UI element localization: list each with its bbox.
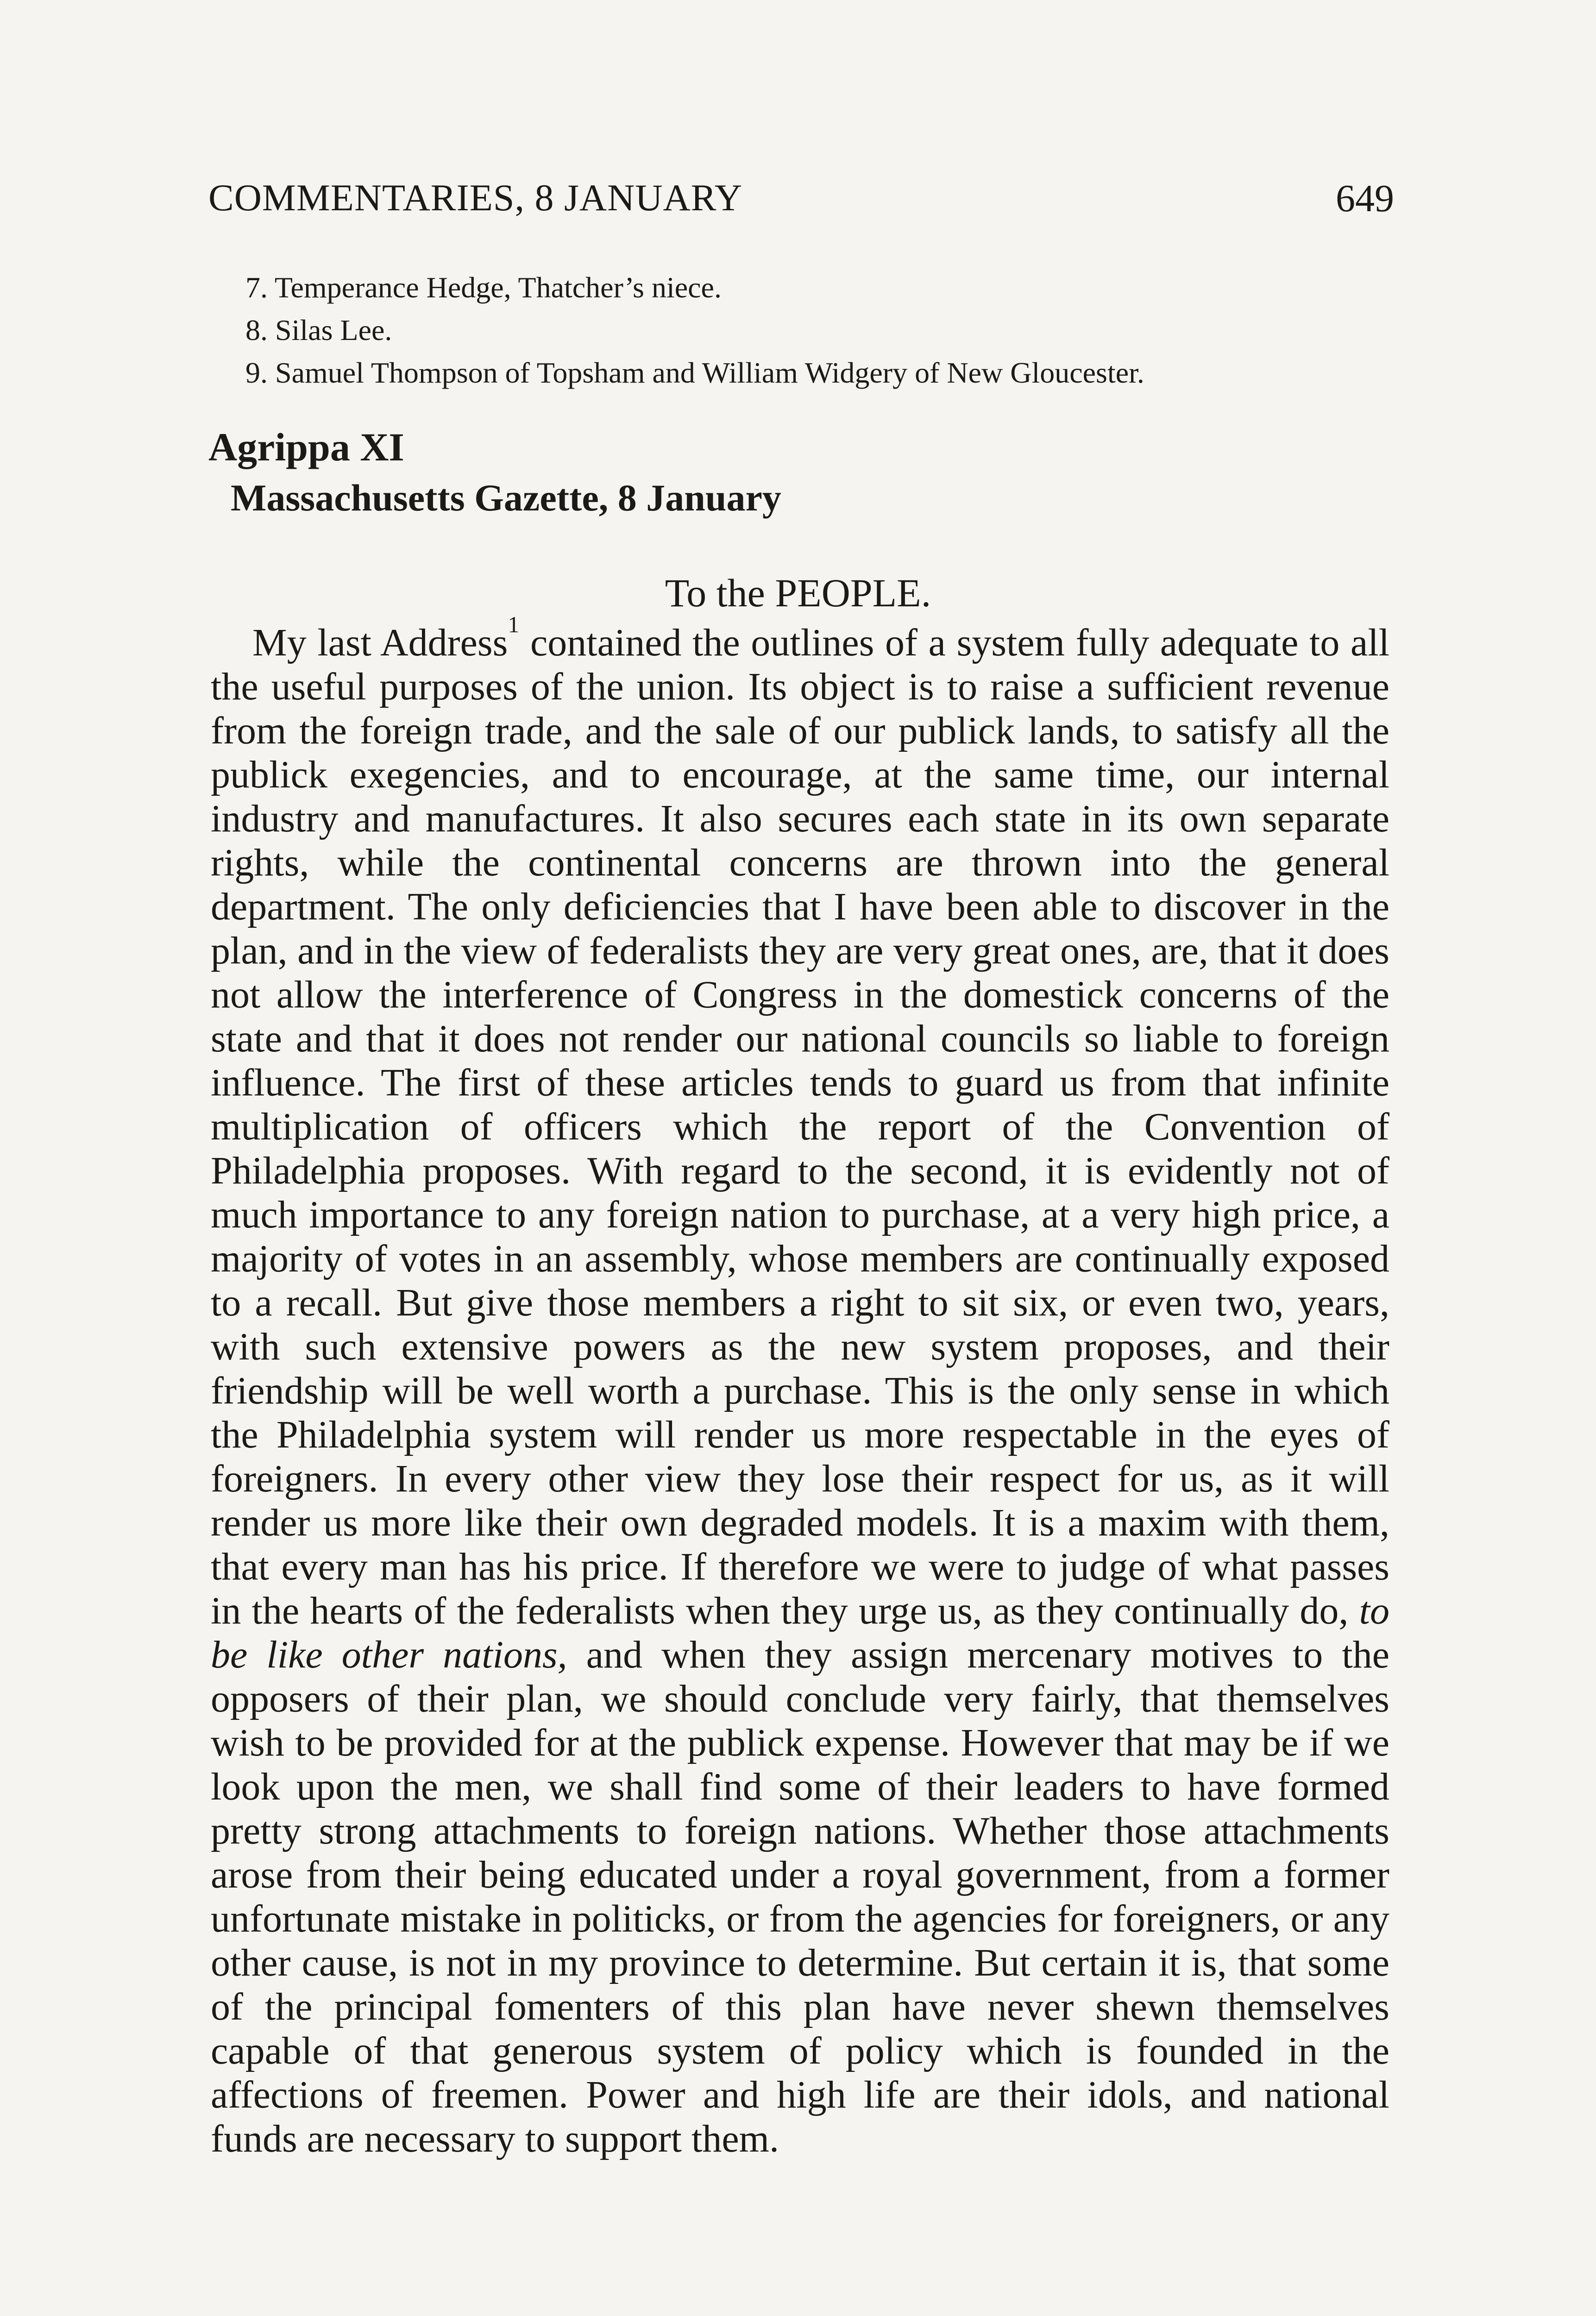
footnotes [245,266,1394,394]
page-number: 649 [1336,177,1394,220]
footnote-9: 9. Samuel Thompson of Topsham and William Widgery of New Gloucester. [245,356,1144,389]
body-text-segment: My last Address [252,621,508,664]
footnote-8: 8. Silas Lee. [245,314,392,346]
article-heading [208,422,1394,523]
italic-phrase: to be like other nations, [211,1589,1389,1676]
article-source: Massachusetts Gazette, 8 January [231,477,781,519]
running-title: COMMENTARIES, 8 JANUARY [208,176,743,219]
footnote-7: 7. Temperance Hedge, Thatcher’s niece. [245,271,722,304]
body-paragraph [211,611,1389,2161]
body-text-segment: and when they assign mercenary motives to the opposers of their plan, we should conclude very fairly, that themselves wish to be provided for at the publick expense. However that may be if we look upon the men, we shall find some of their leaders to have formed pretty strong attachments to foreign nations. Whether those attachments arose from their being educated under a royal government, from a former unfortunate mistake in politicks, or from the agencies for foreigners, or any other cause, is not in my province to determine. But certain it is, that some of the principal fomenters of this plan have never shewn themselves capable of that generous system of policy which is founded in the affections of freemen. Power and high life are their idols, and national funds are necessary to support them. [211,1633,1389,2160]
article-body [211,577,1389,2161]
body-text-segment: contained the outlines of a system fully adequate to all the useful purposes of the union. Its object is to raise a sufficient revenue from the foreign trade, and the sale of our publick lands, to satisfy all the publick exegencies, and to encourage, at the same time, our internal industry and manufactures. It also secures each state in its own separate rights, while the continental concerns are thrown into the general department. The only deficiencies that I have been able to discover in the plan, and in the view of federalists they are very great ones, are, that it does not allow the interference of Congress in the domestick concerns of the state and that it does not render our national councils so liable to foreign influence. The first of these articles tends to guard us from that infinite multiplication of officers which the report of the Convention of Philadelphia proposes. With regard to the second, it is evidently not of much importance to any foreign nation to purchase, at a very high price, a majority of votes in an assembly, whose members are continually exposed to a recall. But give those members a right to sit six, or even two, years, with such extensive powers as the new system proposes, and their friendship will be well worth a purchase. This is the only sense in which the Philadelphia system will render us more respectable in the eyes of foreigners. In every other view they lose their respect for us, as it will render us more like their own degraded models. It is a maxim with them, that every man has his price. If therefore we were to judge of what passes in the hearts of the federalists when they urge us, as they continually do, [211,621,1389,1632]
salutation: To the PEOPLE. [665,571,931,615]
article-title: Agrippa XI [208,425,404,469]
running-head [208,176,1394,227]
footnote-reference: 1 [508,611,520,637]
